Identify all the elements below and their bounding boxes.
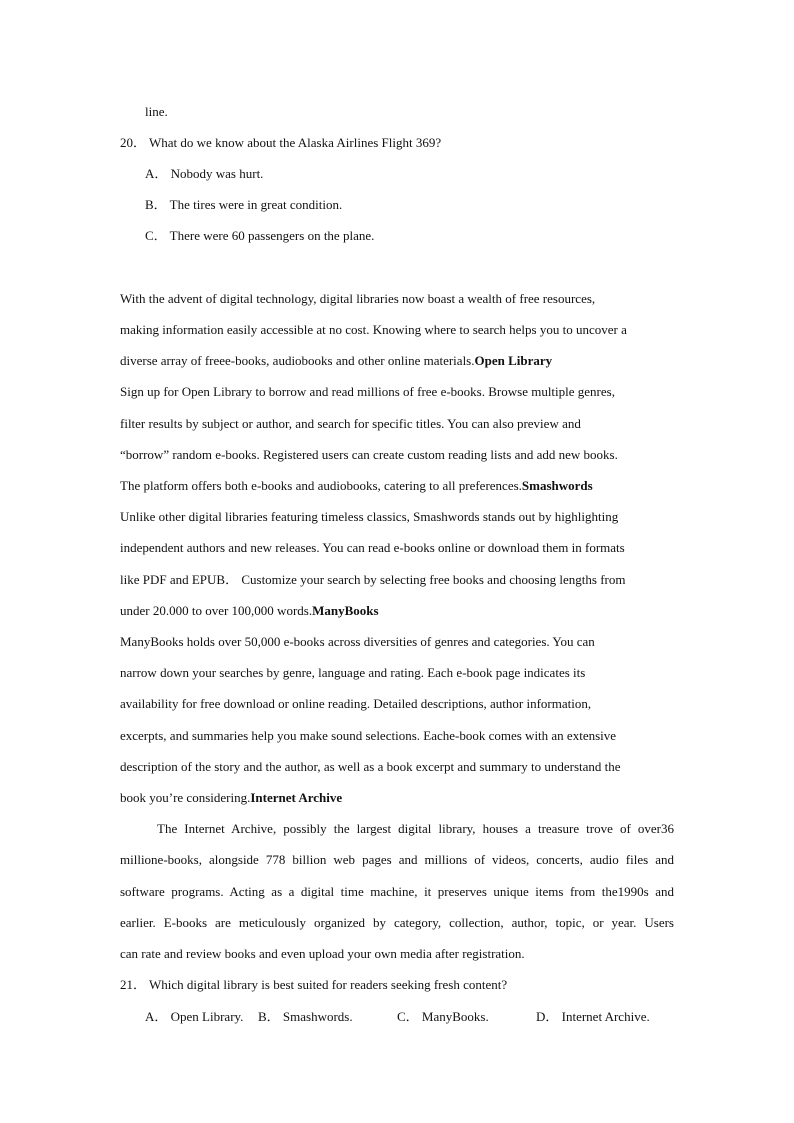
section-title-open-library: Open Library: [474, 353, 553, 368]
open-library-line: filter results by subject or author, and search for specific titles. You can also preview and: [120, 416, 581, 431]
manybooks-text: book you’re considering.: [120, 790, 251, 805]
passage-intro-line: making information easily accessible at no cost. Knowing where to search helps you to uncover a: [120, 322, 627, 337]
manybooks-line: description of the story and the author, as well as a book excerpt and summary to understand the: [120, 759, 621, 774]
internet-archive-line: software programs. Acting as a digital time machine, it preserves unique items from the1990s and: [120, 884, 674, 899]
passage-intro-line: [120, 351, 552, 371]
open-library-line: Sign up for Open Library to borrow and read millions of free e-books. Browse multiple genres,: [120, 384, 615, 399]
question-20-stem: 20． What do we know about the Alaska Airlines Flight 369?: [120, 135, 442, 150]
smashwords-line: independent authors and new releases. You can read e-books online or download them in formats: [120, 540, 625, 555]
smashwords-line: Unlike other digital libraries featuring timeless classics, Smashwords stands out by highlighting: [120, 509, 619, 524]
manybooks-line: narrow down your searches by genre, language and rating. Each e-book page indicates its: [120, 665, 586, 680]
question-20-option-a: A． Nobody was hurt.: [145, 166, 264, 181]
question-21-option-d: D． Internet Archive.: [536, 1009, 650, 1024]
question-20-option-c: C． There were 60 passengers on the plane.: [145, 228, 375, 243]
internet-archive-line: millione-books, alongside 778 billion web pages and millions of videos, concerts, audio files and: [120, 852, 674, 867]
internet-archive-line: earlier. E-books are meticulously organized by category, collection, author, topic, or year. Users: [120, 915, 674, 930]
question-20-option-b: B． The tires were in great condition.: [145, 197, 343, 212]
prev-passage-tail: line.: [145, 104, 168, 119]
manybooks-line: ManyBooks holds over 50,000 e-books across diversities of genres and categories. You can: [120, 634, 595, 649]
open-library-line: “borrow” random e-books. Registered users can create custom reading lists and add new books.: [120, 447, 618, 462]
section-title-internet-archive: Internet Archive: [250, 790, 343, 805]
open-library-line: [120, 476, 593, 496]
smashwords-text: under 20.000 to over 100,000 words.: [120, 603, 313, 618]
smashwords-line: [120, 601, 379, 621]
passage-intro-text: diverse array of freee-books, audiobooks and other online materials.: [120, 353, 475, 368]
question-21-option-c: C． ManyBooks.: [397, 1009, 489, 1024]
question-21-option-b: B． Smashwords.: [258, 1009, 353, 1024]
manybooks-line: excerpts, and summaries help you make sound selections. Eache-book comes with an extensive: [120, 728, 617, 743]
open-library-text: The platform offers both e-books and audiobooks, catering to all preferences.: [120, 478, 522, 493]
question-21-stem: 21． Which digital library is best suited for readers seeking fresh content?: [120, 977, 508, 992]
section-title-manybooks: ManyBooks: [312, 603, 379, 618]
passage-intro-line: With the advent of digital technology, digital libraries now boast a wealth of free resources,: [120, 291, 596, 306]
smashwords-line: like PDF and EPUB． Customize your search by selecting free books and choosing lengths from: [120, 572, 626, 587]
manybooks-line: [120, 788, 342, 808]
manybooks-line: availability for free download or online reading. Detailed descriptions, author information,: [120, 696, 592, 711]
internet-archive-line: The Internet Archive, possibly the largest digital library, houses a treasure trove of over36: [157, 821, 674, 836]
section-title-smashwords: Smashwords: [521, 478, 593, 493]
question-21-option-a: A． Open Library.: [145, 1009, 244, 1024]
internet-archive-line: can rate and review books and even upload your own media after registration.: [120, 946, 525, 961]
